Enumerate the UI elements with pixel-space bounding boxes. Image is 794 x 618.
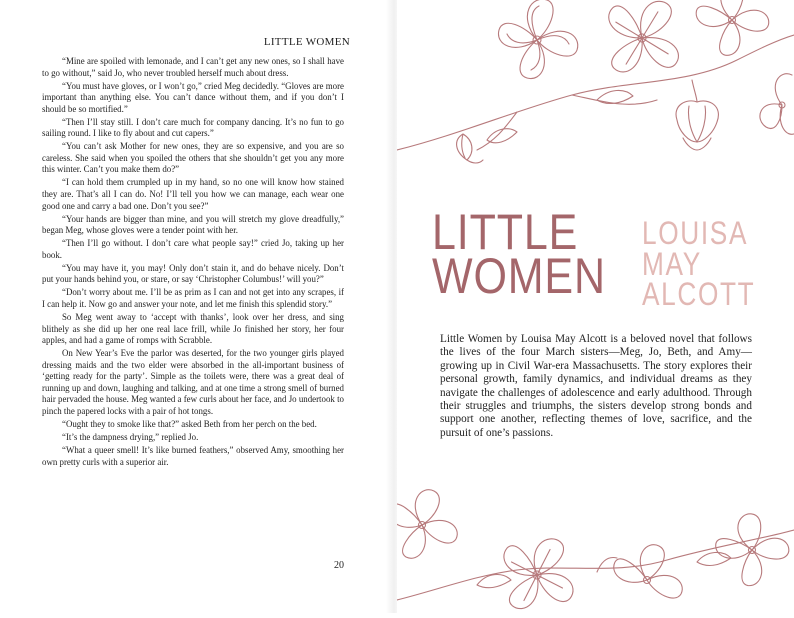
author-name-line: LOUISA xyxy=(642,215,749,251)
paragraph: “Then I’ll go without. I don’t care what people say!” cried Jo, taking up her book. xyxy=(42,238,344,260)
cherry-blossom-illustration-bottom-icon xyxy=(397,480,794,613)
author-name-line: ALCOTT xyxy=(642,276,756,312)
left-page xyxy=(0,0,397,613)
running-head: LITTLE WOMEN xyxy=(263,36,350,48)
paragraph: “You may have it, you may! Only don’t stain it, and do behave nicely. Don’t put your hands behind you, or stare, or say ‘Christopher Columbus!’ will you?” xyxy=(42,262,344,285)
paragraph: “Then I’ll stay still. I don’t care much for company dancing. It’s no fun to go sailing round. I like to fly about and cut capers.” xyxy=(42,116,344,139)
paragraph: “Ought they to smoke like that?” asked Beth from her perch on the bed. xyxy=(62,418,317,429)
paragraph: “Mine are spoiled with lemonade, and I can’t get any new ones, so I shall have to go without,” said Jo, who never troubled herself much about dress. xyxy=(42,56,344,78)
paragraph: So Meg went away to ‘accept with thanks’, look over her dress, and sing blithely as she did up her one real lace frill, while Jo finished her story, her four apples, and had a game of romps with Scrabble. xyxy=(42,311,344,346)
body-text xyxy=(42,56,344,470)
paragraph: “It’s the dampness drying,” replied Jo. xyxy=(62,431,199,442)
book-description: Little Women by Louisa May Alcott is a beloved novel that follows the lives of the four March sisters—Meg, Jo, Beth, and Amy—growing up in Civil War-era Massachusetts. The story explores their personal growth, family dynamics, and individual dreams as they navigate the challenges of adolescence and early adulthood. Through their struggles and triumphs, the sisters develop strong bonds and support one another, reflecting themes of love, sacrifice, and the pursuit of one’s passions. xyxy=(440,333,752,439)
author-name-line: MAY xyxy=(642,245,702,282)
paragraph: “What a queer smell! It’s like burned feathers,” observed Amy, smoothing her own pretty curls with a superior air. xyxy=(42,445,344,467)
book-title-line: LITTLE xyxy=(432,204,579,260)
floral-bottom-wrapper xyxy=(397,480,794,613)
paragraph: “You can’t ask Mother for new ones, they are so expensive, and you are so careless. She said when you spoiled the others that she shouldn’t get you any more this winter. Can’t you make them do?” xyxy=(42,141,344,175)
cover-title-block xyxy=(432,204,762,312)
paragraph: On New Year’s Eve the parlor was deserted, for the two younger girls played dressing maids and the two elder were absorbed in the all-important business of ‘getting ready for the party’. Simple as the toilets were, there was a great deal of running up and down, laughing and talking, and at one time a strong smell of burned hair pervaded the house. Meg wanted a few curls about her face, and Jo undertook to pinch the papered locks with a pair of hot tongs. xyxy=(42,348,344,416)
cherry-blossom-illustration-top-icon xyxy=(397,0,794,190)
paragraph: “Your hands are bigger than mine, and you will stretch my glove dreadfully,” began Meg, whose gloves were a tender point with her. xyxy=(42,213,344,236)
paragraph: “You must have gloves, or I won’t go,” cried Meg decidedly. “Gloves are more important than anything else. You can’t dance without them, and if you don’t I should be so mortified.” xyxy=(42,80,344,114)
book-title xyxy=(432,204,606,304)
paragraph: “Don’t worry about me. I’ll be as prim as I can and not get into any scrapes, if I can help it. Now go and answer your note, and let me finish this splendid story.” xyxy=(42,287,344,309)
paragraph: “I can hold them crumpled up in my hand, so no one will know how stained they are. That’s all I can do. No! I’ll tell you how we can manage, each wear one good one and carry a bad one. Don’t you see?” xyxy=(42,177,344,211)
page-number: 20 xyxy=(334,560,344,571)
book-title-line: WOMEN xyxy=(432,248,606,304)
author-name xyxy=(642,215,765,312)
